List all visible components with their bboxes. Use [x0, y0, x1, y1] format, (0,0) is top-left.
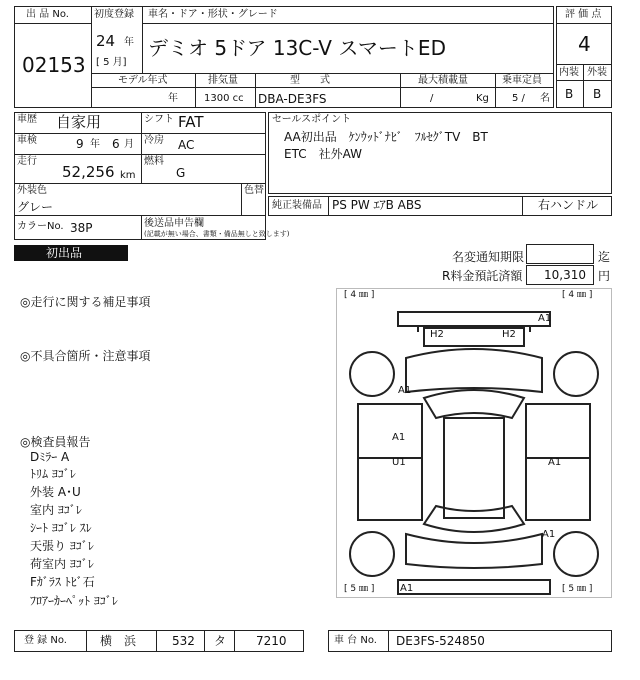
tread-rear-right: [ 5 ㎜ ]: [562, 584, 593, 594]
recycle-fee: 10,310: [544, 268, 586, 282]
spec-div-3: [400, 73, 401, 108]
tread-front-left: [ 4 ㎜ ]: [344, 290, 375, 300]
colorno-divider: [141, 216, 142, 240]
color-label: 外装色: [17, 185, 47, 196]
grade-label: 評 価 点: [565, 9, 602, 20]
reg-city: 横 浜: [100, 634, 137, 648]
shift-label: シフト: [144, 114, 174, 125]
equip-label: 純正装備品: [272, 200, 322, 211]
history-label: 車歴: [17, 114, 37, 125]
info-row-3: [14, 154, 266, 184]
damage-mark: A1: [538, 313, 552, 324]
reg-month: [ 5 月]: [96, 57, 127, 68]
reg-year: 24: [96, 32, 116, 50]
model-type: DBA-DE3FS: [258, 92, 327, 106]
equip-label-divider: [328, 196, 329, 216]
driving-notes-label: ◎走行に関する補足事項: [20, 295, 151, 309]
ac-label: 冷房: [144, 135, 164, 146]
later-shipment-note: (記載が無い場合、書類・備品無しと致します): [144, 230, 290, 238]
max-load-slash: /: [430, 93, 434, 104]
info-row-2: [14, 133, 266, 155]
capacity: 5 /: [512, 93, 525, 104]
inspector-item: ｼｰﾄ ﾖｺﾞﾚ ｽﾚ: [30, 521, 92, 535]
type-label: 型 式: [290, 75, 330, 86]
handle-divider: [522, 196, 523, 216]
spec-div-2: [255, 73, 256, 108]
reg-div-4: [234, 630, 235, 652]
inspector-item: Fｶﾞﾗｽ ﾄﾋﾞ石: [30, 575, 95, 589]
ac: AC: [178, 138, 195, 152]
damage-mark: A1: [392, 432, 406, 443]
damage-mark: A1: [548, 457, 562, 468]
max-load-unit: Kg: [476, 93, 489, 104]
capacity-unit: 名: [540, 93, 550, 104]
reg-kana: タ: [214, 634, 227, 648]
inspector-item: 室内 ﾖｺﾞﾚ: [30, 503, 82, 517]
fuel-label: 燃料: [144, 156, 164, 167]
defect-notes-label: ◎不具合箇所・注意事項: [20, 349, 151, 363]
reg-no-label: 登 録 No.: [24, 635, 67, 646]
max-load-label: 最大積載量: [418, 75, 468, 86]
chassis-label: 車 台 No.: [334, 635, 377, 646]
lot-label: 出 品 No.: [26, 9, 69, 20]
inspector-item: ﾌﾛｱｰｶｰﾍﾟｯﾄ ﾖｺﾞﾚ: [30, 594, 118, 608]
damage-mark: A1: [542, 529, 556, 540]
model-year-label: モデル年式: [118, 75, 168, 86]
name-change-label: 名変通知期限: [452, 250, 525, 264]
exterior-label: 外装: [587, 67, 607, 78]
mileage-label: 走行: [17, 156, 37, 167]
reg-year-unit: 年: [124, 37, 134, 48]
sales-line-2: ETC 社外AW: [284, 147, 363, 161]
car-outline: [336, 288, 612, 598]
lot-number: 02153: [22, 53, 86, 77]
name-change-box: [526, 244, 594, 264]
grade-sub-divider: [556, 80, 612, 81]
inspection-month: 6: [112, 137, 120, 151]
damage-mark: H2: [430, 329, 444, 340]
car-label: 車名・ドア・形状・グレード: [148, 9, 278, 20]
recolor-divider: [241, 183, 242, 216]
chassis-number: DE3FS-524850: [396, 634, 485, 648]
name-change-unit: 迄: [598, 250, 611, 264]
inspection-year-unit: 年: [90, 139, 100, 150]
mileage: 52,256: [62, 163, 115, 181]
sales-line-1: AA初出品 ｹﾝｳｯﾄﾞﾅﾋﾞ ﾌﾙｾｸﾞTV BT: [284, 130, 488, 144]
reg-label: 初度登録: [94, 9, 134, 20]
spec-div-1: [195, 73, 196, 108]
inspector-item: Dﾐﾗｰ A: [30, 450, 70, 464]
reg-class: 532: [172, 634, 195, 648]
grade-value: 4: [578, 32, 591, 56]
color: グレー: [17, 200, 54, 214]
fuel: G: [176, 166, 186, 180]
inspection-month-unit: 月: [124, 139, 134, 150]
recycle-unit: 円: [598, 269, 611, 283]
exterior-grade: B: [593, 87, 602, 101]
sales-label: セールスポイント: [272, 114, 352, 125]
spec-div-4: [495, 73, 496, 108]
damage-mark: H2: [502, 329, 516, 340]
chassis-divider: [388, 630, 389, 652]
color-no-label: カラーNo.: [17, 221, 64, 232]
interior-label: 内装: [559, 67, 579, 78]
recycle-label: R料金預託済額: [442, 269, 523, 283]
inspector-item: 荷室内 ﾖｺﾞﾚ: [30, 557, 94, 571]
tread-rear-left: [ 5 ㎜ ]: [344, 584, 375, 594]
info-mid-divider: [141, 112, 142, 184]
reg-div-1: [86, 630, 87, 652]
reg-number: 7210: [256, 634, 287, 648]
equip: PS PW ｴｱB ABS: [332, 198, 422, 212]
displacement: 1300 cc: [204, 93, 244, 104]
recolor-label: 色替: [244, 185, 264, 196]
displacement-label: 排気量: [208, 75, 238, 86]
model-year-unit: 年: [168, 93, 178, 104]
damage-mark: U1: [392, 457, 406, 468]
inspection-label: 車検: [17, 135, 37, 146]
later-shipment-label: 後送品申告欄: [144, 218, 204, 229]
inspector-item: 天張り ﾖｺﾞﾚ: [30, 539, 94, 553]
color-no: 38P: [70, 221, 93, 235]
info-row-1: [14, 112, 266, 134]
interior-grade: B: [565, 87, 574, 101]
reg-div-2: [156, 630, 157, 652]
tread-front-right: [ 4 ㎜ ]: [562, 290, 593, 300]
capacity-label: 乗車定員: [502, 75, 542, 86]
shift: FAT: [178, 113, 204, 131]
car-name: デミオ 5ドア 13C-V スマートED: [148, 36, 446, 60]
inspection-year: 9: [76, 137, 84, 151]
first-listing-badge: 初出品: [14, 245, 128, 261]
history: 自家用: [56, 113, 102, 131]
inspector-item: 外装 A･U: [30, 485, 81, 499]
damage-mark: A1: [400, 583, 414, 594]
inspector-item: ﾄﾘﾑ ﾖｺﾞﾚ: [30, 467, 76, 481]
mileage-unit: km: [120, 170, 136, 181]
reg-div-3: [204, 630, 205, 652]
steering-side: 右ハンドル: [538, 198, 599, 212]
inspector-report-label: ◎検査員報告: [20, 435, 91, 449]
damage-mark: A1: [398, 385, 412, 396]
